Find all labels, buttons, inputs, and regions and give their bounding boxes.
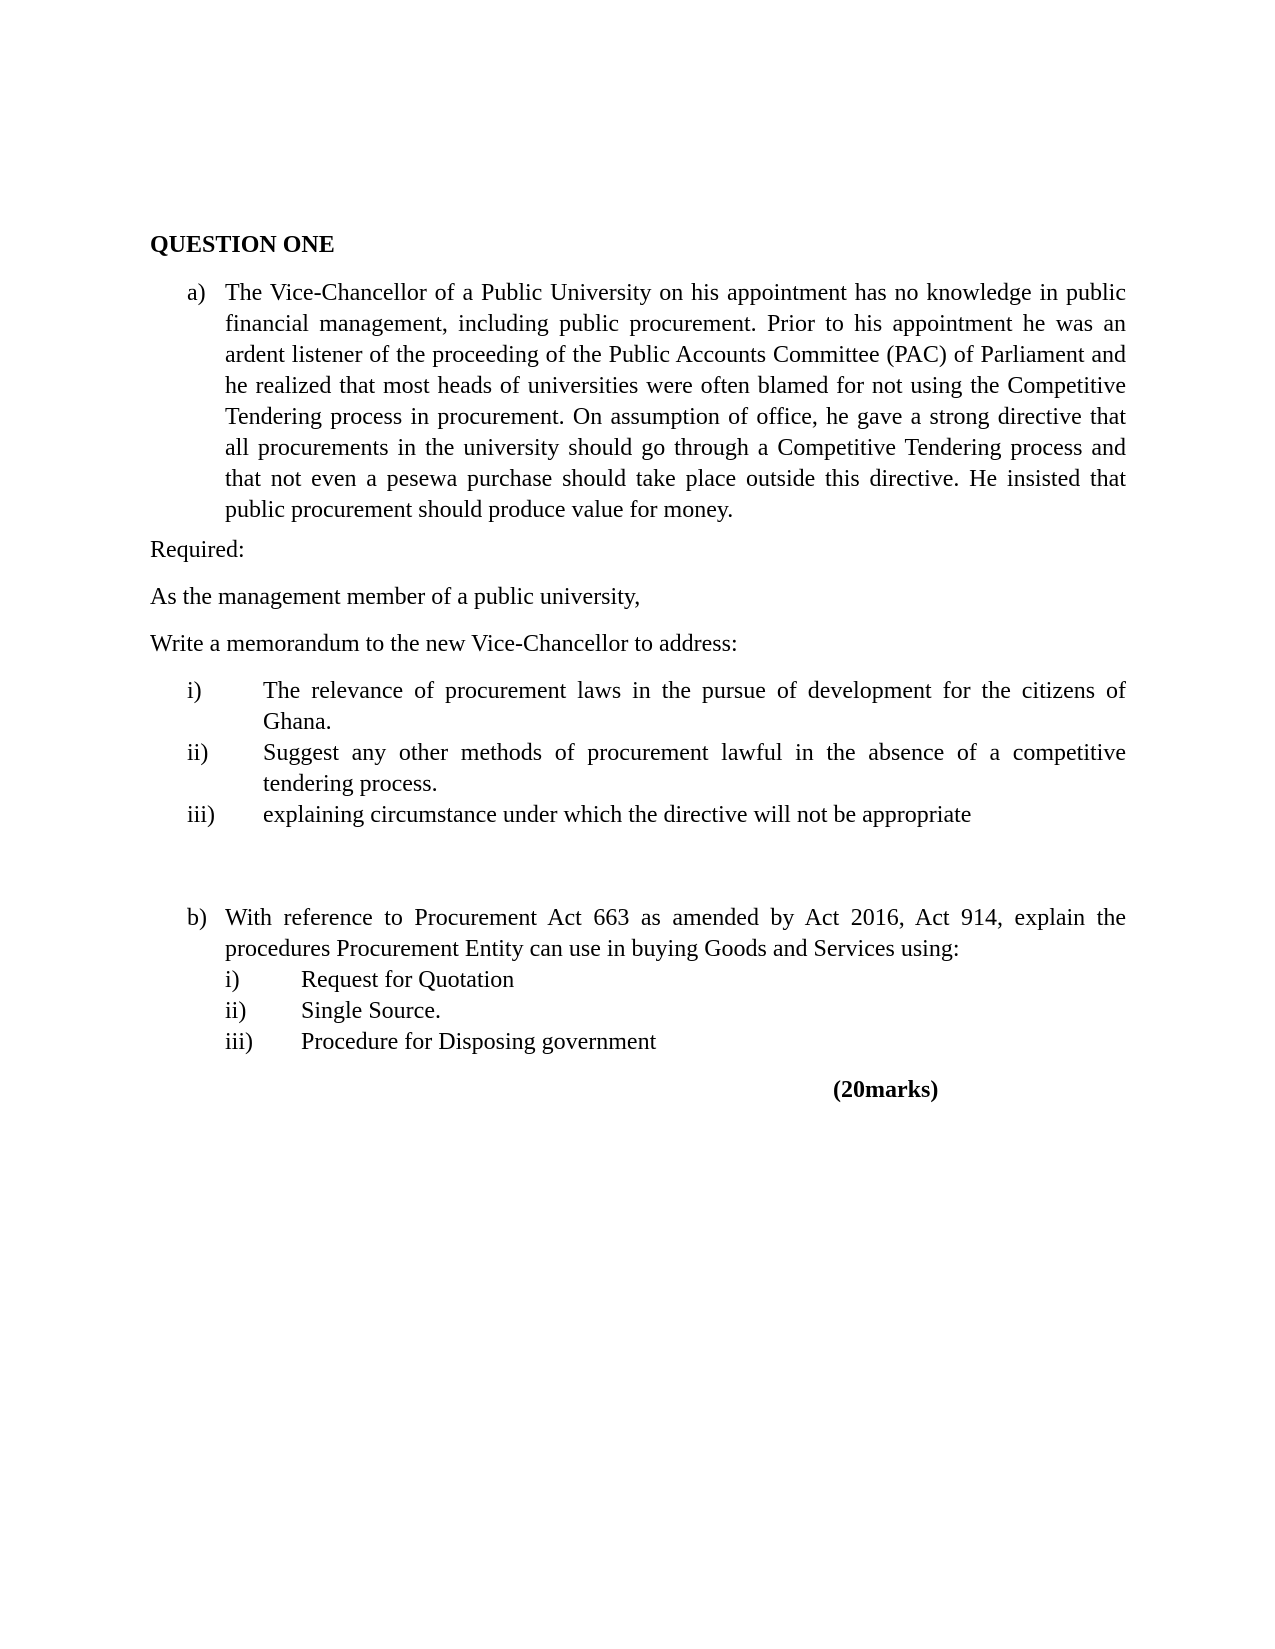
- question-heading: QUESTION ONE: [150, 232, 335, 258]
- part-a-paragraph: The Vice-Chancellor of a Public University on his appointment has no knowledge in public financial management, including public procurement. Prior to his appointment he was an ardent listener of the proceeding of the Public Accounts Committee (PAC) of Parliament and he realized that most heads of universities were often blamed for not using the Competitive Tendering process in procurement. On assumption of office, he gave a strong directive that all procurements in the university should go through a Competitive Tendering process and that not even a pesewa purchase should take place outside this directive. He insisted that public procurement should produce value for money.: [225, 280, 1126, 523]
- marks-label: (20marks): [833, 1077, 939, 1103]
- sub-list-item-text: Single Source.: [301, 998, 441, 1024]
- sub-list-item-text: Procedure for Disposing government: [301, 1029, 657, 1055]
- part-b-paragraph: With reference to Procurement Act 663 as amended by Act 2016, Act 914, explain the procedures Procurement Entity can use in buying Goods and Services using:: [225, 905, 1126, 962]
- instruction-line: Write a memorandum to the new Vice-Chancellor to address:: [150, 631, 738, 657]
- sub-list-item-number: i): [225, 967, 240, 993]
- sub-list-item-number: iii): [225, 1029, 253, 1055]
- list-item-text: explaining circumstance under which the directive will not be appropriate: [263, 802, 972, 828]
- part-b-label: b): [187, 905, 207, 931]
- list-item-text: The relevance of procurement laws in the pursue of development for the citizens of Ghana.: [263, 678, 1126, 735]
- list-item-number: iii): [187, 802, 215, 828]
- sub-list-item-text: Request for Quotation: [301, 967, 515, 993]
- list-item-number: i): [187, 678, 202, 704]
- context-line: As the management member of a public university,: [150, 584, 641, 610]
- required-label: Required:: [150, 537, 245, 563]
- part-a-label: a): [187, 280, 206, 306]
- sub-list-item-number: ii): [225, 998, 247, 1024]
- list-item-text: Suggest any other methods of procurement lawful in the absence of a competitive tendering process.: [263, 740, 1126, 797]
- list-item-number: ii): [187, 740, 209, 766]
